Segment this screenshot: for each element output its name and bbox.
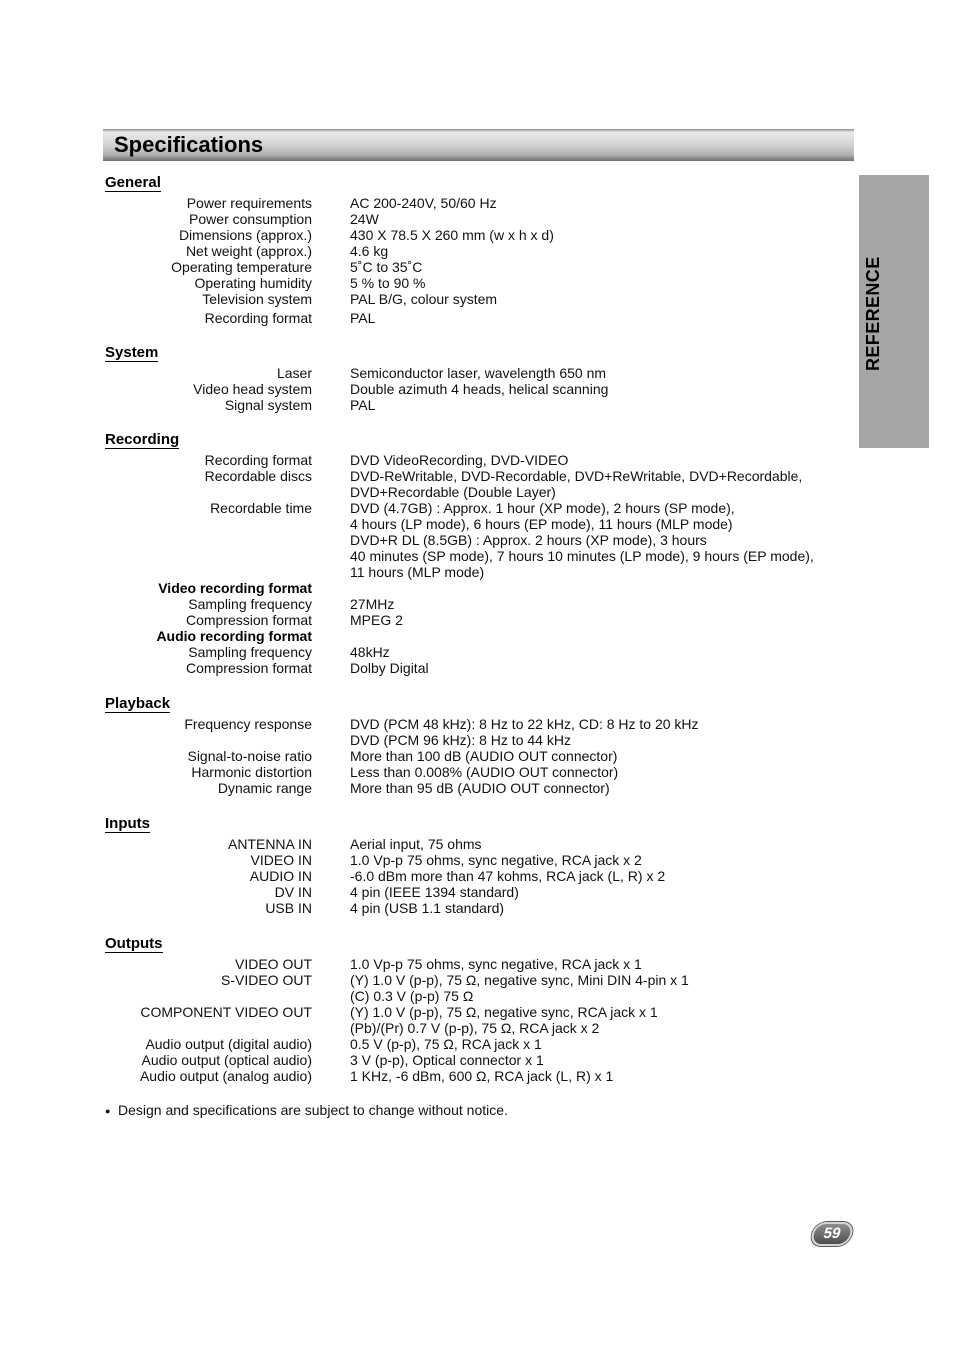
spec-value: [350, 195, 497, 211]
spec-row-audio-output-analog: [105, 1068, 845, 1084]
spec-label: Frequency response: [184, 716, 312, 732]
section-general: [105, 174, 845, 326]
spec-value: [350, 836, 482, 852]
spec-value-line: 11 hours (MLP mode): [350, 564, 485, 580]
spec-value: [350, 275, 426, 291]
spec-value-line: DVD (PCM 96 kHz): 8 Hz to 44 kHz: [350, 732, 571, 748]
spec-value-line: AC 200-240V, 50/60 Hz: [350, 195, 497, 211]
section-playback: [105, 695, 845, 796]
spec-value: [350, 381, 608, 397]
spec-label: Recordable discs: [204, 468, 312, 484]
spec-value-line: 1.0 Vp-p 75 ohms, sync negative, RCA jack x 2: [350, 852, 642, 868]
spec-label: Signal system: [224, 397, 312, 413]
spec-value-line: DVD (PCM 48 kHz): 8 Hz to 22 kHz, CD: 8 Hz to 20 kHz: [350, 716, 699, 732]
section-heading: [105, 695, 845, 716]
spec-value: [350, 243, 388, 259]
spec-value-line: DVD-ReWritable, DVD-Recordable, DVD+ReWritable, DVD+Recordable,: [350, 468, 803, 484]
spec-label: Compression format: [185, 612, 312, 628]
spec-value: [350, 852, 642, 868]
side-tab-reference: [859, 175, 929, 448]
spec-value-line: 1.0 Vp-p 75 ohms, sync negative, RCA jack x 1: [350, 956, 642, 972]
section-heading-text: Playback: [105, 695, 171, 712]
spec-row-operating-humidity: [105, 275, 845, 291]
spec-row-audio-in: [105, 868, 845, 884]
spec-row-net-weight: [105, 243, 845, 259]
spec-value-line: MPEG 2: [350, 612, 403, 628]
spec-value: [350, 956, 642, 972]
spec-value-line: DVD+R DL (8.5GB) : Approx. 2 hours (XP mode), 3 hours: [350, 532, 707, 548]
spec-value-line: 24W: [350, 211, 379, 227]
spec-label: Net weight (approx.): [185, 243, 312, 259]
spec-row-recording-format: [105, 310, 845, 326]
section-outputs: [105, 935, 845, 1084]
spec-label: Compression format: [185, 660, 312, 676]
spec-row-dynamic-range: [105, 780, 845, 796]
spec-value-line: -6.0 dBm more than 47 kohms, RCA jack (L, R) x 2: [350, 868, 666, 884]
spec-row-power-requirements: [105, 195, 845, 211]
spec-value: [350, 1068, 613, 1084]
spec-label: Laser: [276, 365, 312, 381]
spec-row-operating-temperature: [105, 259, 845, 275]
section-heading: [105, 431, 845, 452]
section-heading: [105, 815, 845, 836]
spec-value: [350, 227, 554, 243]
spec-row-recording-format: [105, 452, 845, 468]
spec-row-s-video-out: [105, 972, 845, 1004]
spec-value-line: Less than 0.008% (AUDIO OUT connector): [350, 764, 619, 780]
spec-row-audio-sampling-frequency: [105, 644, 845, 660]
spec-value: [350, 748, 617, 764]
spec-row-audio-compression-format: [105, 660, 845, 676]
spec-value-line: PAL: [350, 310, 376, 326]
spec-subheading: Audio recording format: [156, 628, 312, 644]
spec-label: Recording format: [204, 452, 312, 468]
spec-value: [350, 397, 375, 413]
section-heading-text: Recording: [105, 431, 180, 448]
spec-value-line: 40 minutes (SP mode), 7 hours 10 minutes (LP mode), 9 hours (EP mode),: [350, 548, 814, 564]
section-heading-text: Outputs: [105, 935, 163, 952]
spec-value-line: (Y) 1.0 V (p-p), 75 Ω, negative sync, Mini DIN 4-pin x 1: [350, 972, 689, 988]
section-heading-text: General: [105, 174, 161, 191]
spec-value: [350, 868, 665, 884]
spec-value: [350, 1036, 542, 1052]
spec-value-line: PAL B/G, colour system: [350, 291, 498, 307]
spec-value: [350, 1004, 658, 1036]
spec-label: VIDEO OUT: [234, 956, 312, 972]
spec-value: [350, 452, 568, 468]
spec-label: Operating humidity: [194, 275, 312, 291]
spec-label: S-VIDEO OUT: [220, 972, 312, 988]
section-heading-text: Inputs: [105, 815, 150, 832]
spec-row-dimensions: [105, 227, 845, 243]
spec-value-line: More than 100 dB (AUDIO OUT connector): [350, 748, 618, 764]
spec-value-line: DVD (4.7GB) : Approx. 1 hour (XP mode), 2 hours (SP mode),: [350, 500, 735, 516]
section-heading: [105, 344, 845, 365]
spec-label: VIDEO IN: [250, 852, 312, 868]
spec-value-line: 27MHz: [350, 596, 395, 612]
spec-row-harmonic-distortion: [105, 764, 845, 780]
spec-value-line: 5˚C to 35˚C: [350, 259, 423, 275]
spec-row-power-consumption: [105, 211, 845, 227]
spec-label: Dimensions (approx.): [178, 227, 312, 243]
spec-row-signal-system: [105, 397, 845, 413]
spec-subheading-audio-recording-format: [105, 628, 845, 644]
spec-row-recordable-discs: [105, 468, 845, 500]
spec-label: Sampling frequency: [188, 596, 312, 612]
spec-row-audio-output-optical: [105, 1052, 845, 1068]
spec-value-line: DVD+Recordable (Double Layer): [350, 484, 556, 500]
spec-value-line: Double azimuth 4 heads, helical scanning: [350, 381, 609, 397]
section-inputs: [105, 815, 845, 916]
spec-row-recordable-time: [105, 500, 845, 580]
section-heading: [105, 174, 845, 195]
spec-row-dv-in: [105, 884, 845, 900]
spec-value-line: (C) 0.3 V (p-p) 75 Ω: [350, 988, 474, 1004]
spec-value-line: Aerial input, 75 ohms: [350, 836, 482, 852]
spec-label: AUDIO IN: [249, 868, 312, 884]
spec-label: COMPONENT VIDEO OUT: [140, 1004, 312, 1020]
spec-value-line: 0.5 V (p-p), 75 Ω, RCA jack x 1: [350, 1036, 542, 1052]
spec-subheading: Video recording format: [158, 580, 312, 596]
side-tab-label: REFERENCE: [863, 256, 883, 371]
spec-value: [350, 259, 422, 275]
spec-label: Audio output (optical audio): [141, 1052, 312, 1068]
spec-label: ANTENNA IN: [227, 836, 312, 852]
spec-value-line: PAL: [350, 397, 376, 413]
spec-row-frequency-response: [105, 716, 845, 748]
spec-label: Harmonic distortion: [191, 764, 312, 780]
spec-label: Power consumption: [189, 211, 312, 227]
spec-value-line: Dolby Digital: [350, 660, 429, 676]
spec-value: [350, 780, 610, 796]
spec-label: Audio output (analog audio): [139, 1068, 312, 1084]
spec-value: [350, 716, 699, 748]
spec-value-line: 4 pin (IEEE 1394 standard): [350, 884, 519, 900]
title-bar: [103, 129, 854, 161]
page-title: Specifications: [114, 132, 264, 157]
spec-value: [350, 365, 606, 381]
spec-value: [350, 310, 375, 326]
spec-value: [350, 644, 390, 660]
page-number: 59: [821, 1225, 843, 1242]
spec-label: Operating temperature: [171, 259, 312, 275]
spec-label: DV IN: [274, 884, 312, 900]
section-system: [105, 344, 845, 413]
spec-value: [350, 500, 814, 580]
spec-value-line: 5 % to 90 %: [350, 275, 426, 291]
spec-value: [350, 612, 403, 628]
spec-value-line: 4.6 kg: [350, 243, 389, 259]
spec-label: Sampling frequency: [188, 644, 312, 660]
spec-value: [350, 468, 802, 500]
spec-row-video-head-system: [105, 381, 845, 397]
spec-label: Audio output (digital audio): [145, 1036, 312, 1052]
spec-value: [350, 764, 618, 780]
section-recording: [105, 431, 845, 676]
section-heading-text: System: [105, 344, 159, 361]
spec-value: [350, 660, 429, 676]
spec-value: [350, 900, 504, 916]
spec-value: [350, 291, 497, 307]
spec-row-usb-in: [105, 900, 845, 916]
spec-row-video-sampling-frequency: [105, 596, 845, 612]
spec-row-component-video-out: [105, 1004, 845, 1036]
spec-value-line: (Pb)/(Pr) 0.7 V (p-p), 75 Ω, RCA jack x 2: [350, 1020, 600, 1036]
spec-label: USB IN: [265, 900, 312, 916]
spec-row-laser: [105, 365, 845, 381]
bullet-icon: ●: [105, 1106, 111, 1116]
spec-label: Power requirements: [186, 195, 312, 211]
footnote-text: Design and specifications are subject to change without notice.: [118, 1102, 508, 1118]
spec-value-line: 1 KHz, -6 dBm, 600 Ω, RCA jack (L, R) x 1: [350, 1068, 614, 1084]
footnote: [105, 1102, 508, 1119]
section-heading: [105, 935, 845, 956]
spec-label: Signal-to-noise ratio: [187, 748, 312, 764]
spec-row-antenna-in: [105, 836, 845, 852]
spec-subheading-video-recording-format: [105, 580, 845, 596]
spec-value-line: 3 V (p-p), Optical connector x 1: [350, 1052, 544, 1068]
spec-value-line: 4 hours (LP mode), 6 hours (EP mode), 11 hours (MLP mode): [350, 516, 733, 532]
spec-row-video-out: [105, 956, 845, 972]
spec-label: Video head system: [193, 381, 312, 397]
spec-label: Recordable time: [210, 500, 312, 516]
spec-value-line: 4 pin (USB 1.1 standard): [350, 900, 505, 916]
spec-row-signal-to-noise-ratio: [105, 748, 845, 764]
spec-row-audio-output-digital: [105, 1036, 845, 1052]
page-number-badge: [809, 1222, 855, 1246]
spec-value: [350, 211, 379, 227]
spec-value-line: (Y) 1.0 V (p-p), 75 Ω, negative sync, RCA jack x 1: [350, 1004, 658, 1020]
spec-label: Dynamic range: [217, 780, 312, 796]
spec-row-video-in: [105, 852, 845, 868]
spec-row-video-compression-format: [105, 612, 845, 628]
spec-label: Television system: [202, 291, 312, 307]
spec-row-television-system: [105, 291, 845, 307]
spec-value-line: 430 X 78.5 X 260 mm (w x h x d): [350, 227, 554, 243]
spec-value-line: Semiconductor laser, wavelength 650 nm: [350, 365, 607, 381]
spec-label: Recording format: [204, 310, 312, 326]
spec-value-line: 48kHz: [350, 644, 390, 660]
spec-value: [350, 1052, 544, 1068]
spec-value: [350, 972, 689, 1004]
spec-value-line: More than 95 dB (AUDIO OUT connector): [350, 780, 610, 796]
spec-value: [350, 884, 519, 900]
spec-value-line: DVD VideoRecording, DVD-VIDEO: [350, 452, 569, 468]
spec-value: [350, 596, 394, 612]
